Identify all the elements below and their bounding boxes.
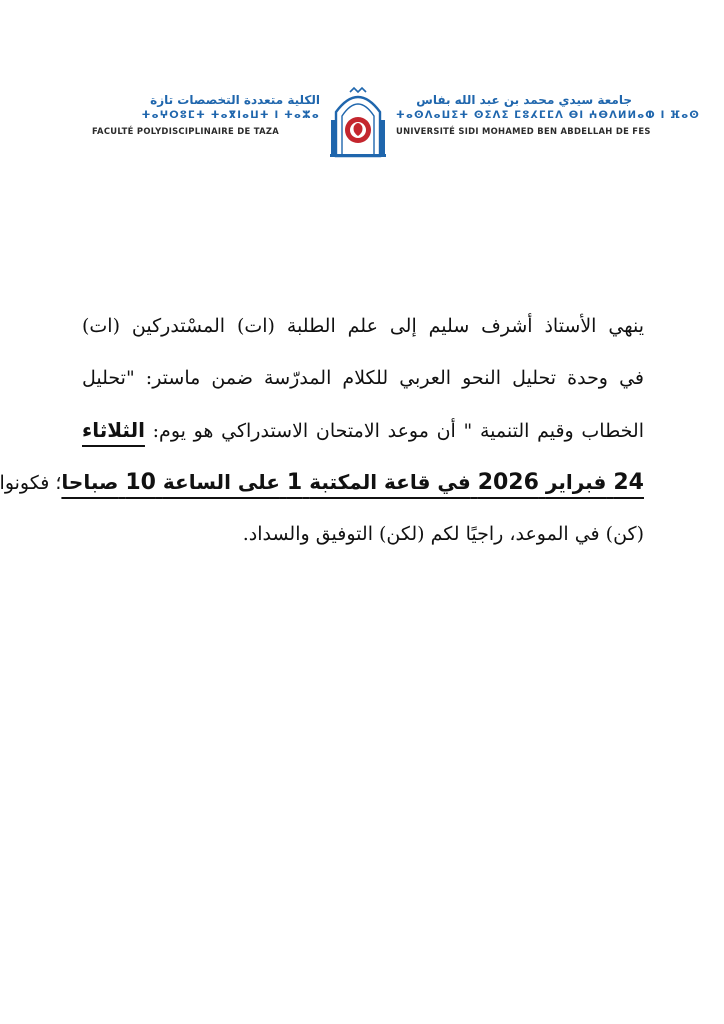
university-name-arabic: جامعة سيدي محمد بن عبد الله بفاس [416, 93, 632, 107]
exam-time-label: على الساعة [162, 470, 280, 494]
exam-notice [0, 300, 644, 560]
exam-day: الثلاثاء [82, 418, 145, 442]
notice-line-4 [0, 456, 644, 508]
university-name-french: UNIVERSITÉ SIDI MOHAMED BEN ABDELLAH DE FES [396, 126, 651, 136]
faculty-name-french: FACULTÉ POLYDISCIPLINAIRE DE TAZA [92, 126, 280, 136]
exam-date-month: فبراير [545, 470, 607, 494]
faculty-name-tifinagh: ⵜⴰⵖⵔⵓⵎⵜ ⵜⴰⴳⵏⴰⵡⵜ ⵏ ⵜⴰⵣⴰ [141, 110, 320, 121]
university-emblem-icon [328, 86, 388, 158]
exam-date-year: 2026 [477, 470, 539, 495]
exam-time-hour: 10 [125, 470, 156, 495]
notice-line-1: ينهي الأستاذ أشرف سليم إلى علم الطلبة (ات) المسْتدركين (ات) [82, 315, 644, 337]
notice-line-4-end: ؛ فكونوا [0, 472, 62, 494]
exam-time-period: صباحا [61, 470, 119, 494]
exam-date-time [61, 470, 644, 494]
notice-line-2: في وحدة تحليل النحو العربي للكلام المدرّسة ضمن ماستر: "تحليل [82, 367, 644, 389]
notice-line-3 [82, 404, 644, 456]
exam-room-label: في قاعة المكتبة [309, 470, 471, 494]
notice-line-5: (كن) في الموعد، راجيًا لكم (لكن) التوفيق والسداد. [242, 523, 644, 545]
university-name-block [396, 92, 701, 138]
faculty-name-arabic: الكلية متعددة التخصصات تازة [150, 93, 320, 107]
exam-room-number: 1 [286, 470, 303, 495]
letterhead [92, 86, 701, 166]
university-name-tifinagh: ⵜⴰⵙⴷⴰⵡⵉⵜ ⵙⵉⴷⵉ ⵎⵓⵃⵎⵎⴷ ⴱⵏ ⵄⴱⴷⵍⵍⴰⵀ ⵏ ⴼⴰⵙ [396, 110, 701, 121]
faculty-name-block [92, 92, 320, 138]
notice-line-3-text: الخطاب وقيم التنمية " أن موعد الامتحان الاستدراكي هو يوم: [152, 420, 644, 442]
exam-date-day: 24 [613, 470, 644, 495]
